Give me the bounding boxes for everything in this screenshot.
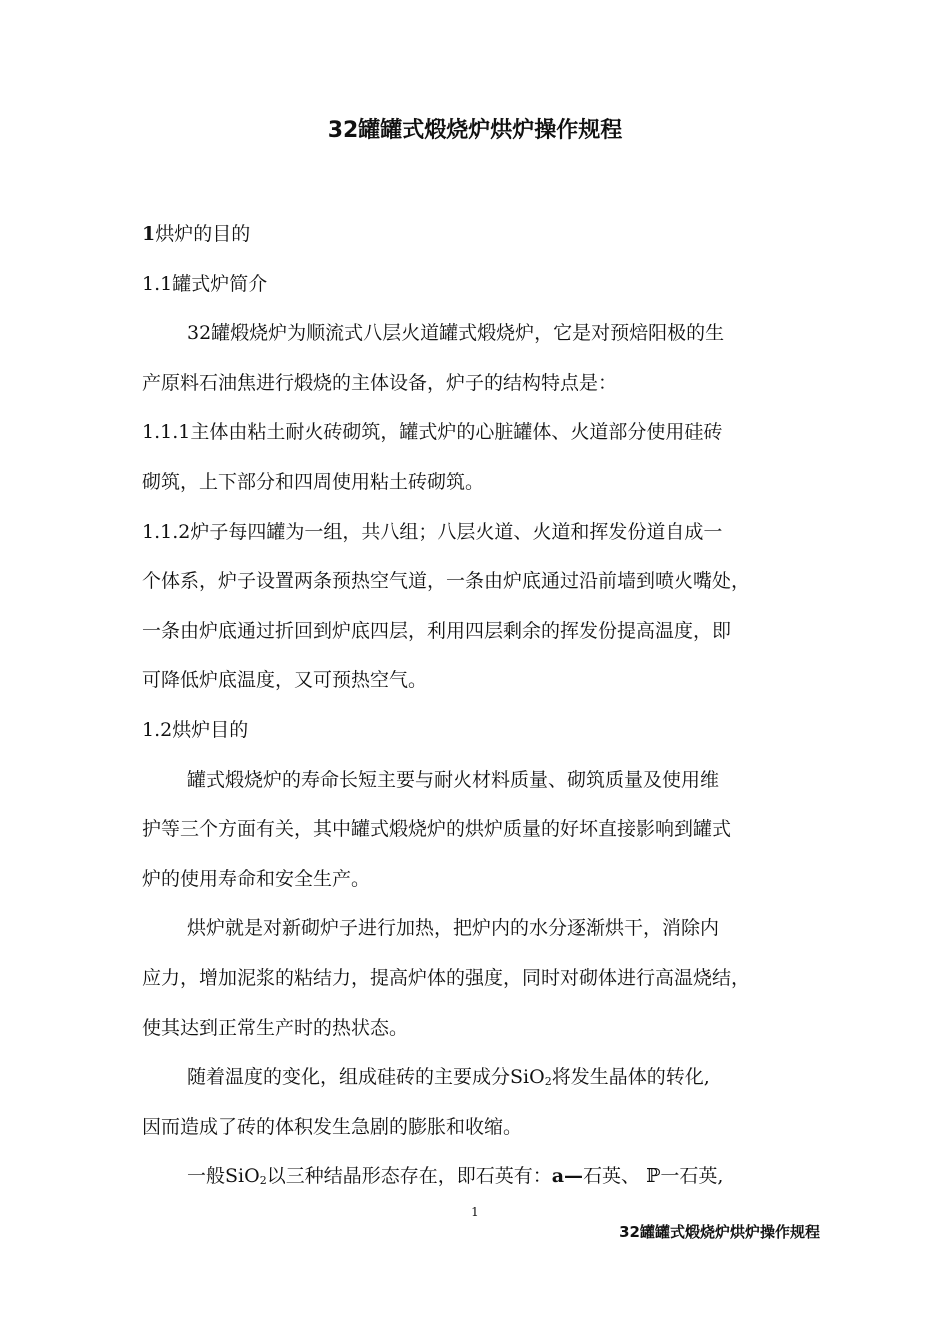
paragraph-line [142,1152,842,1202]
text-run: 一石英, [660,1165,724,1188]
chemical-formula [510,1066,552,1088]
document-title: 32罐罐式煅烧炉烘炉操作规程 [327,118,623,143]
paragraph-line: 产原料石油焦进行煅烧的主体设备，炉子的结构特点是： [142,371,618,394]
paragraph-line: 一条由炉底通过折回到炉底四层，利用四层剩余的挥发份提高温度，即 [142,619,732,642]
paragraph-line: 罐式煅烧炉的寿命长短主要与耐火材料质量、砌筑质量及使用维 [187,768,720,791]
paragraph-line: 因而造成了砖的体积发生急剧的膨胀和收缩。 [142,1115,523,1138]
paragraph-line: 使其达到正常生产时的热状态。 [142,1016,409,1039]
paragraph-line: 个体系，炉子设置两条预热空气道，一条由炉底通过沿前墙到喷火嘴处， [142,570,751,593]
text-run: 以三种结晶形态存在，即石英有： [266,1165,552,1188]
formula-base: SiO [510,1066,545,1089]
beta-symbol: ℙ [640,1165,661,1188]
running-footer-title: 32罐罐式煅烧炉烘炉操作规程 [619,1223,820,1241]
chemical-formula [225,1165,267,1187]
formula-base: SiO [225,1165,260,1188]
section-heading-1-1: 1.1罐式炉简介 [142,272,268,295]
formula-subscript: 2 [544,1075,552,1089]
section-heading-1 [142,210,842,260]
section-heading-1-2: 1.2烘炉目的 [142,718,249,741]
text-run: 石英、 [583,1165,641,1188]
text-run: 随着温度的变化，组成硅砖的主要成分 [187,1066,511,1089]
section-number: 1 [142,223,156,245]
paragraph-line: 砌筑，上下部分和四周使用粘土砖砌筑。 [142,470,485,493]
paragraph-line: 应力，增加泥浆的粘结力，提高炉体的强度，同时对砌体进行高温烧结， [142,966,751,989]
paragraph-line [142,1053,842,1103]
paragraph-line: 炉的使用寿命和安全生产。 [142,867,371,890]
text-run: 一般 [187,1165,226,1188]
document-body [142,210,842,1202]
section-title: 烘炉的目的 [155,223,251,245]
paragraph-line: 32罐煅烧炉为顺流式八层火道罐式煅烧炉，它是对预焙阳极的生 [187,322,725,345]
paragraph-line: 可降低炉底温度，又可预热空气。 [142,669,428,692]
paragraph-line: 护等三个方面有关，其中罐式煅烧炉的烘炉质量的好坏直接影响到罐式 [142,818,732,841]
formula-subscript: 2 [259,1174,267,1188]
text-run: 将发生晶体的转化, [551,1066,710,1089]
alpha-symbol: a— [551,1165,584,1188]
paragraph-line: 烘炉就是对新砌炉子进行加热，把炉内的水分逐渐烘干，消除内 [187,917,720,940]
list-item-1-1-1: 1.1.1主体由粘土耐火砖砌筑，罐式炉的心脏罐体、火道部分使用硅砖 [142,421,723,444]
page-number: 1 [471,1205,479,1219]
list-item-1-1-2: 1.1.2炉子每四罐为一组，共八组；八层火道、火道和挥发份道自成一 [142,520,723,543]
